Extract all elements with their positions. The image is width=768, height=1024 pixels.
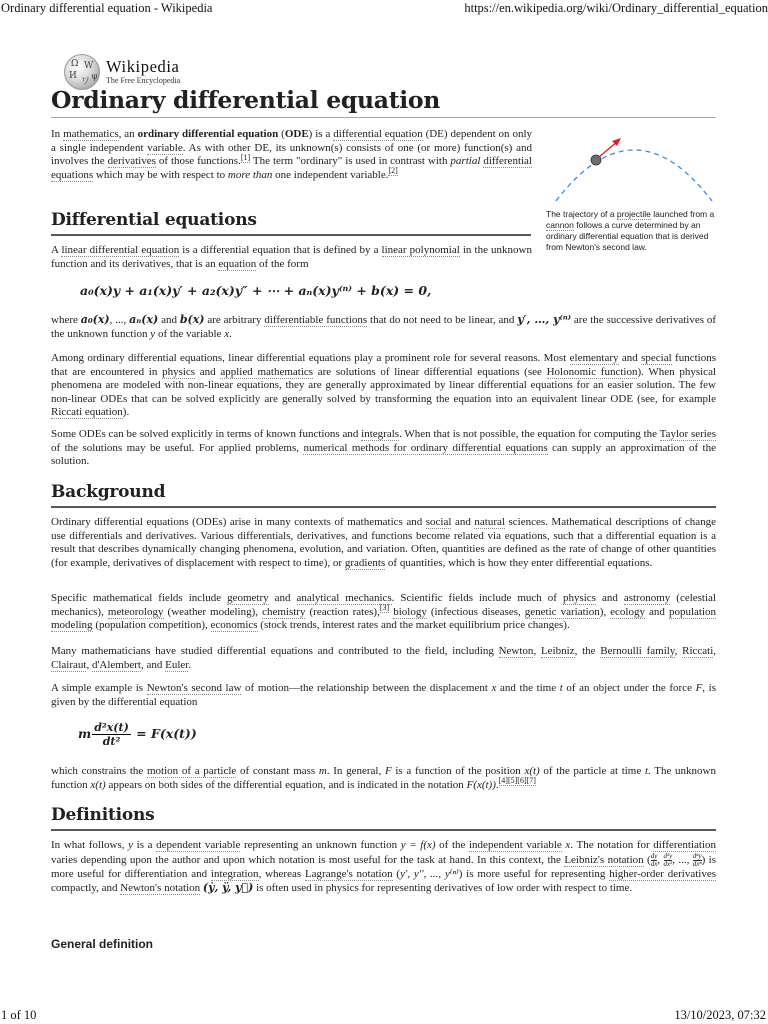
heading-definitions: Definitions — [51, 805, 716, 831]
wordmark: Wikipedia — [106, 56, 180, 76]
refs-4-7[interactable]: [4][5][6][7] — [498, 775, 536, 785]
link-cannon[interactable]: cannon — [546, 220, 574, 230]
link-applied-mathematics[interactable]: applied mathematics — [220, 365, 314, 378]
heading-differential-equations: Differential equations — [51, 210, 531, 236]
link-natural[interactable]: natural — [474, 516, 505, 528]
bg-paragraph-5: which constrains the motion of a particle of constant mass m. In general, F is a function of the position x(t) of the particle at time t. The unknown function x(t) appears on both sides of the differential equation, and is indicated in the notation F(x(t)).[4][5][6][7] — [51, 765, 716, 791]
de-paragraph-1: A linear differential equation is a differential equation that is defined by a linear polynomial in the unknown function and its derivatives, that is an equation of the form — [51, 244, 532, 270]
link-variable[interactable]: variable — [147, 141, 183, 154]
linear-ode-equation: a₀(x)y + a₁(x)y′ + a₂(x)y″ + ⋯ + aₙ(x)y⁽ⁿ⁾ + b(x) = 0, — [80, 283, 432, 298]
link-partial-de[interactable]: differential equations — [51, 155, 532, 181]
link-newton[interactable]: Newton — [498, 645, 534, 657]
link-physics[interactable]: physics — [162, 365, 196, 378]
ref-1[interactable]: [1] — [240, 152, 251, 162]
link-leibniz-notation[interactable]: Leibniz's notation — [564, 853, 644, 866]
link-riccati[interactable]: Riccati — [682, 645, 714, 657]
link-newton-notation[interactable]: Newton's notation — [120, 882, 201, 895]
link-elementary[interactable]: elementary — [569, 352, 619, 364]
link-meteorology[interactable]: meteorology — [107, 605, 164, 618]
link-equation[interactable]: equation — [218, 257, 257, 270]
ref-3[interactable]: [3] — [379, 602, 390, 612]
figure-caption: The trajectory of a projectile launched from a cannon follows a curve determined by an ordinary differential equation that is derived from Newton's second law. — [546, 209, 715, 252]
link-physics-2[interactable]: physics — [562, 592, 596, 604]
link-differential-equation[interactable]: differential equation — [333, 128, 423, 140]
link-mathematics[interactable]: mathematics — [63, 128, 119, 140]
link-astronomy[interactable]: astronomy — [623, 592, 671, 604]
page-title: Ordinary differential equation — [51, 86, 716, 118]
link-special[interactable]: special — [641, 352, 672, 364]
bg-paragraph-4: A simple example is Newton's second law of motion—the relationship between the displacement x and the time t of an object under the force F, is given by the differential equation — [51, 682, 716, 708]
link-linear-de[interactable]: linear differential equation — [61, 244, 180, 256]
de-paragraph-2: where a₀(x), ..., aₙ(x) and b(x) are arbitrary differentiable functions that do not need to be linear, and y′, …, y⁽ⁿ⁾ are the successive derivatives of the unknown function y of the variable x. — [51, 313, 717, 340]
link-economics[interactable]: economics — [210, 619, 258, 632]
print-footer-datetime: 13/10/2023, 07:32 — [674, 1008, 766, 1022]
trajectory-figure — [546, 127, 716, 253]
link-integrals[interactable]: integrals — [361, 428, 400, 440]
newton-equation: m $\frac{\text{d²x(t)}}{\text{dt²}}$ = F(x(t)) — [78, 721, 197, 748]
globe-icon: Ω W И ワ ψ — [64, 54, 100, 90]
link-biology[interactable]: biology — [393, 605, 427, 618]
link-taylor-series[interactable]: Taylor series — [659, 428, 716, 440]
link-independent-variable[interactable]: independent variable — [469, 839, 562, 851]
link-numerical-methods[interactable]: numerical methods for ordinary differential equations — [303, 441, 548, 454]
link-differentiable-functions[interactable]: differentiable functions — [264, 314, 368, 326]
link-derivatives[interactable]: derivatives — [107, 155, 156, 168]
link-dependent-variable[interactable]: dependent variable — [156, 839, 241, 851]
link-dalembert[interactable]: d'Alembert — [91, 658, 141, 671]
link-motion-of-particle[interactable]: motion of a particle — [147, 765, 237, 777]
ref-2[interactable]: [2] — [388, 166, 398, 176]
bg-paragraph-1: Ordinary differential equations (ODEs) arise in many contexts of mathematics and social and natural sciences. Mathematical descriptions of change use differentials and derivatives. Various differentials, derivatives, and functions become related via equations, such that a differential equation is a result that describes dynamically changing phenomena, evolution, and variation. Often, quantities are defined as the rate of change of other quantities (for example, derivatives of displacement with respect to time), or gradients of quantities, which is how they enter differential equations. — [51, 516, 716, 569]
de-paragraph-3: Among ordinary differential equations, linear differential equations play a prominent role for several reasons. Most elementary and special functions that are encountered in physics and applied mathematics are solutions of linear differential equations (see Holonomic function). When physical phenomena are modeled with non-linear equations, they are generally approximated by linear differential equations for an easier solution. The few non-linear ODEs that can be solved explicitly are generally solved by transforming the equation into an equivalent linear ODE (see, for example Riccati equation). — [51, 352, 717, 419]
link-projectile[interactable]: projectile — [616, 209, 651, 219]
heading-background: Background — [51, 482, 716, 508]
bg-paragraph-2: Specific mathematical fields include geometry and analytical mechanics. Scientific fields include much of physics and astronomy (celestial mechanics), meteorology (weather modeling), chemistry (reaction rates),[3] biology (infectious diseases, genetic variation), ecology and population modeling (population competition), economics (stock trends, interest rates and the market equilibrium price changes). — [51, 592, 717, 632]
print-footer-page: 1 of 10 — [1, 1008, 37, 1022]
link-riccati-equation[interactable]: Riccati equation — [51, 406, 123, 419]
link-social[interactable]: social — [425, 516, 452, 528]
link-clairaut[interactable]: Clairaut — [51, 658, 87, 671]
link-analytical-mechanics[interactable]: analytical mechanics — [296, 592, 392, 604]
tagline: The Free Encyclopedia — [106, 76, 181, 86]
link-higher-order-derivatives[interactable]: higher-order derivatives — [609, 867, 716, 880]
link-integration[interactable]: integration — [210, 867, 259, 880]
trajectory-curve — [556, 150, 712, 201]
link-gradients[interactable]: gradients — [344, 556, 386, 569]
link-holonomic-function[interactable]: Holonomic function — [546, 365, 638, 378]
defs-paragraph-1: In what follows, y is a dependent variable representing an unknown function y = f(x) of the independent variable x. The notation for differentiation varies depending upon the author and upon which notation is most useful for the task at hand. In this context, the Leibniz's notation ( $\frac{dy}{dx}$ , $\frac{\text{d²y}}{\text{dx²}}$ , ..., $\frac{\text{dⁿy}}{\text{dxⁿ}}$ ) is more useful for differentiation and integration, whereas Lagrange's notation (y′, y′′, ..., y⁽ⁿ⁾) is more useful for representing higher-order derivatives compactly, and Newton's notation (ẏ, ÿ, y⃛) is often used in physics for representing derivatives of low order with respect to time. — [51, 839, 717, 895]
link-ecology[interactable]: ecology — [610, 605, 645, 618]
link-genetic-variation[interactable]: genetic variation — [524, 605, 600, 618]
link-leibniz[interactable]: Leibniz — [540, 645, 575, 657]
heading-general-definition: General definition — [51, 937, 154, 951]
bg-paragraph-3: Many mathematicians have studied differential equations and contributed to the field, including Newton, Leibniz, the Bernoulli family, Riccati, Clairaut, d'Alembert, and Euler. — [51, 645, 717, 671]
link-linear-polynomial[interactable]: linear polynomial — [381, 244, 460, 256]
print-header-title: Ordinary differential equation - Wikipedia — [1, 1, 213, 15]
wikipedia-logo[interactable] — [64, 54, 180, 90]
link-euler[interactable]: Euler — [165, 658, 189, 671]
trajectory-diagram — [546, 127, 716, 203]
de-paragraph-4: Some ODEs can be solved explicitly in terms of known functions and integrals. When that is not possible, the equation for computing the Taylor series of the solutions may be useful. For applied problems, numerical methods for ordinary differential equations can supply an approximation of the solution. — [51, 428, 716, 468]
link-geometry[interactable]: geometry — [227, 592, 269, 604]
print-header-url: https://en.wikipedia.org/wiki/Ordinary_differential_equation — [464, 1, 768, 15]
link-bernoulli-family[interactable]: Bernoulli family — [600, 645, 675, 657]
link-newtons-second-law[interactable]: Newton's second law — [146, 682, 242, 694]
link-lagrange-notation[interactable]: Lagrange's notation — [304, 867, 393, 880]
link-population-modeling[interactable]: population modeling — [51, 605, 717, 632]
link-differentiation[interactable]: differentiation — [653, 839, 717, 851]
link-chemistry[interactable]: chemistry — [262, 605, 306, 618]
lead-paragraph: In mathematics, an ordinary differential equation (ODE) is a differential equation (DE) dependent on only a single independent variable. As with other DE, its unknown(s) consists of one (or more) function(s) and involves the derivatives of those functions.[1] The term "ordinary" is used in contrast with partial differential equations which may be with respect to more than one independent variable.[2] — [51, 128, 533, 181]
